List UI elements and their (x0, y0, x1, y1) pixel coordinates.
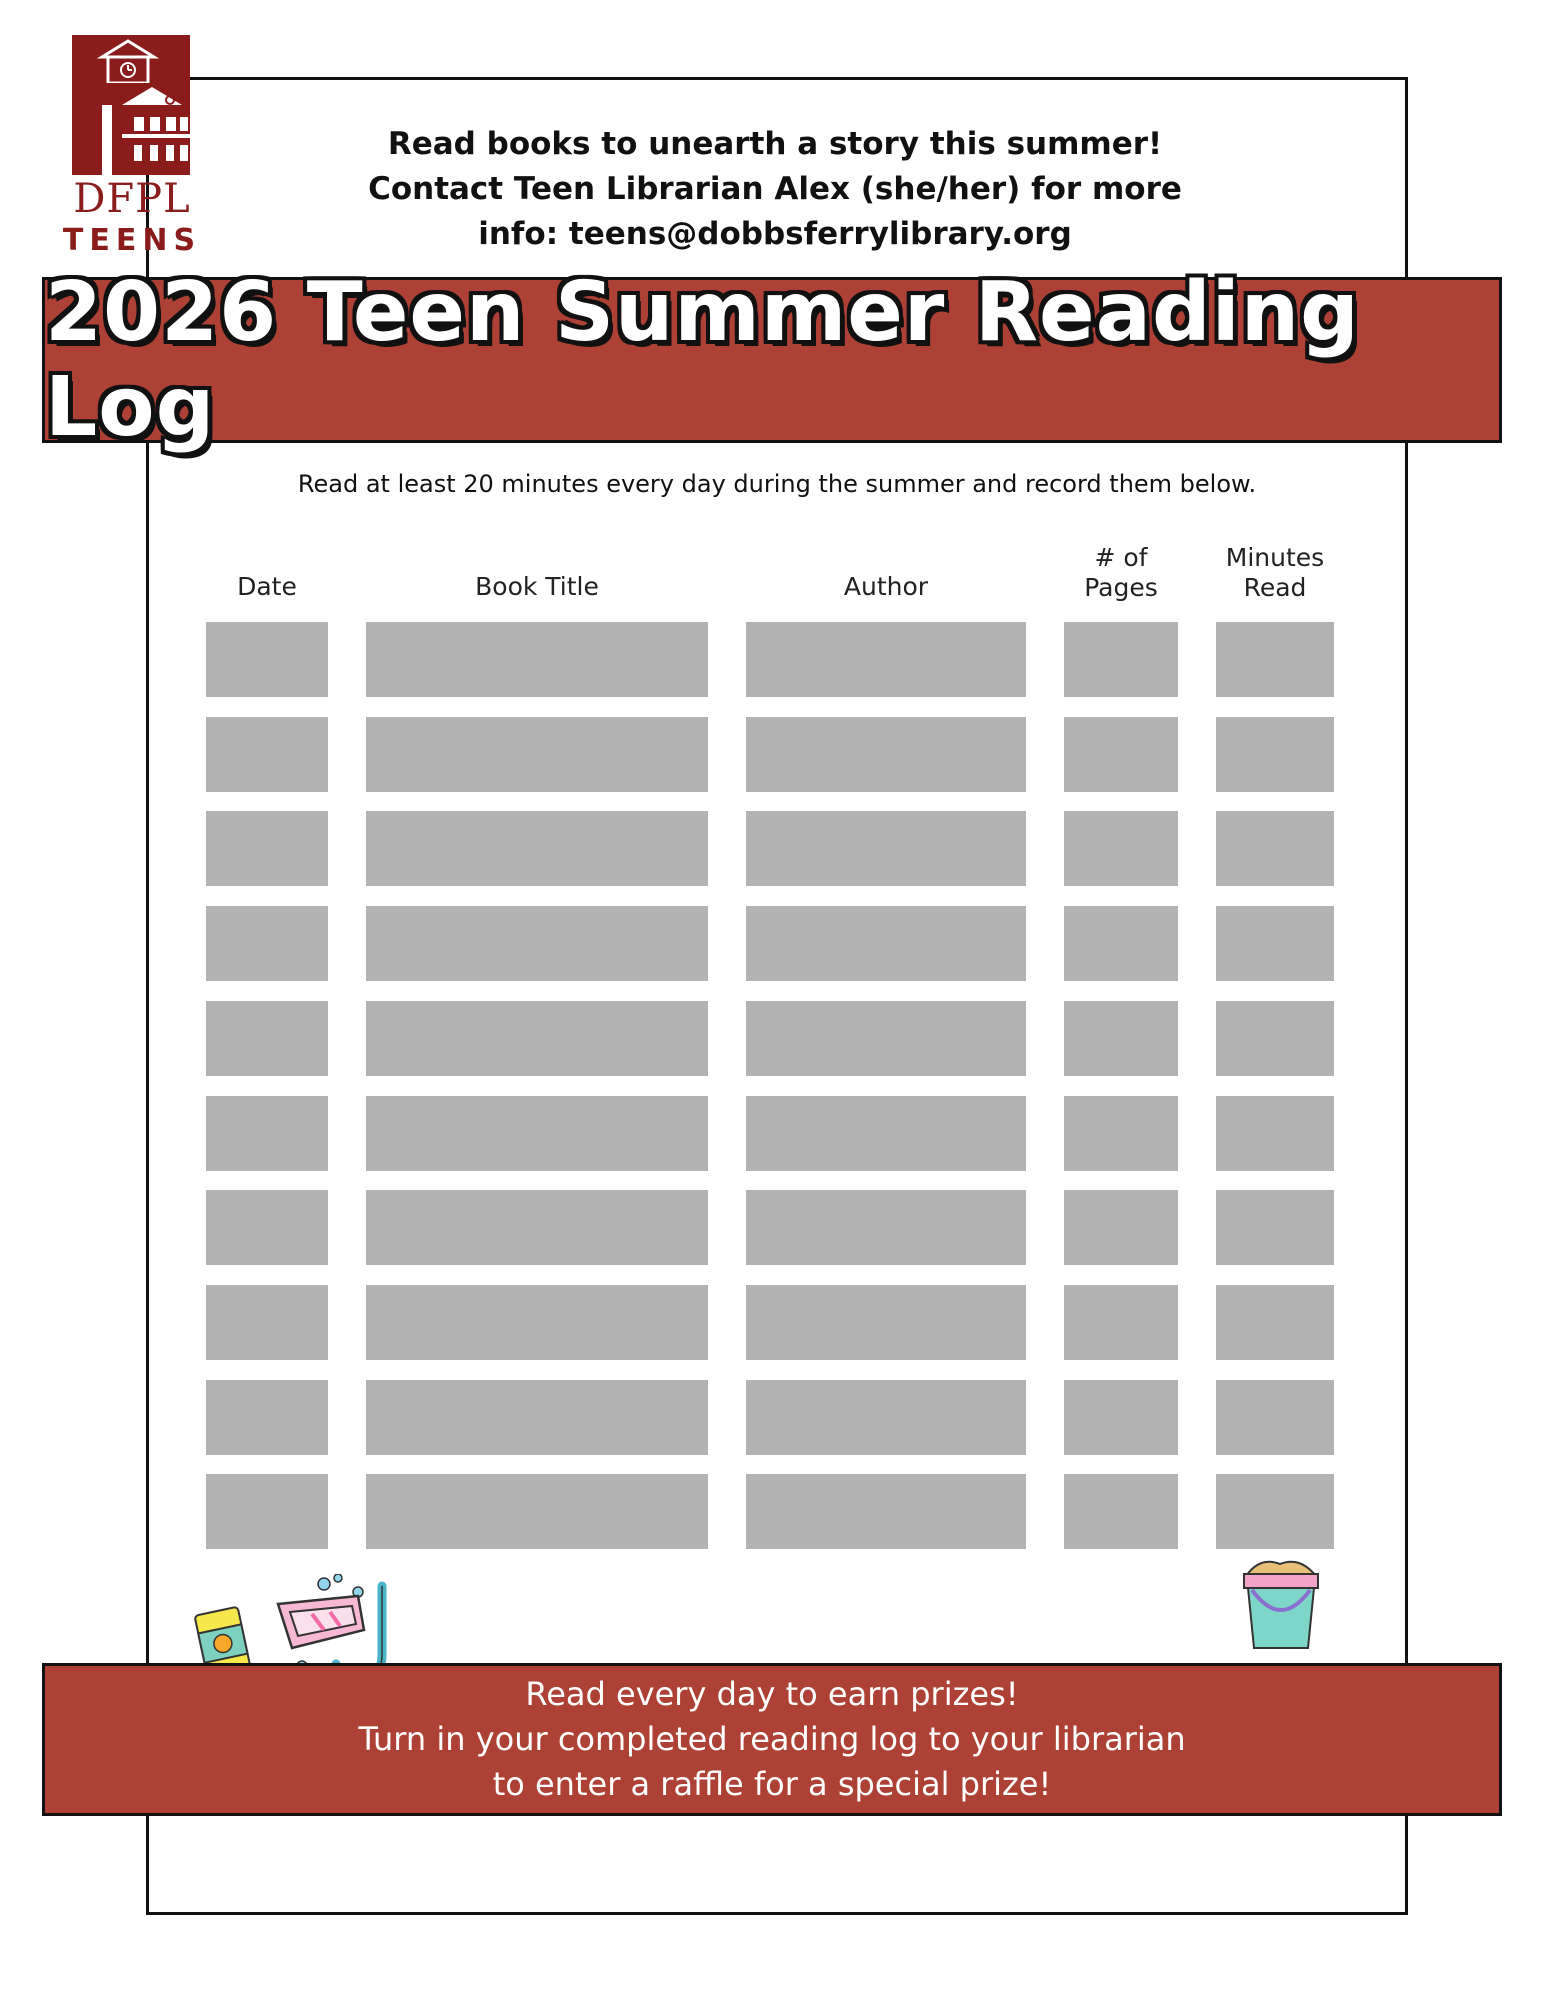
sand-bucket-icon (1240, 1556, 1322, 1656)
date-cell[interactable] (206, 1096, 328, 1171)
footer-banner (42, 1663, 1502, 1816)
book-title-cell[interactable] (366, 811, 708, 886)
logo-dfpl-text: DFPL (73, 176, 191, 222)
book-title-cell[interactable] (366, 906, 708, 981)
intro-line-1: Read books to unearth a story this summer! (387, 126, 1163, 162)
date-cell[interactable] (206, 1190, 328, 1265)
minutes-read-cell[interactable] (1216, 1190, 1334, 1265)
pages-cell[interactable] (1064, 906, 1178, 981)
dfpl-teens-logo (62, 35, 202, 265)
date-cell[interactable] (206, 1001, 328, 1076)
date-cell[interactable] (206, 1474, 328, 1549)
author-cell[interactable] (746, 622, 1026, 697)
column-header-book-title (366, 572, 708, 602)
date-cell[interactable] (206, 811, 328, 886)
column-header-line: Book Title (475, 572, 599, 601)
footer-line-2: Turn in your completed reading log to your librarian (358, 1720, 1186, 1758)
author-cell[interactable] (746, 717, 1026, 792)
column-header-line: Pages (1084, 573, 1158, 602)
author-cell[interactable] (746, 1285, 1026, 1360)
book-title-cell[interactable] (366, 1096, 708, 1171)
title-banner (42, 265, 1502, 455)
logo-teens-text: TEENS (62, 223, 202, 258)
author-cell[interactable] (746, 906, 1026, 981)
intro-line-3: info: teens@dobbsferrylibrary.org (478, 216, 1072, 252)
date-cell[interactable] (206, 1380, 328, 1455)
pages-cell[interactable] (1064, 1096, 1178, 1171)
book-title-cell[interactable] (366, 1190, 708, 1265)
column-header-line: Author (843, 572, 929, 601)
pages-cell[interactable] (1064, 1285, 1178, 1360)
author-cell[interactable] (746, 1474, 1026, 1549)
column-header-author (746, 572, 1026, 602)
minutes-read-cell[interactable] (1216, 1001, 1334, 1076)
date-cell[interactable] (206, 906, 328, 981)
column-header-line: Minutes (1225, 543, 1325, 572)
author-cell[interactable] (746, 1190, 1026, 1265)
minutes-read-cell[interactable] (1216, 1096, 1334, 1171)
pages-cell[interactable] (1064, 1474, 1178, 1549)
author-cell[interactable] (746, 1380, 1026, 1455)
minutes-read-cell[interactable] (1216, 717, 1334, 792)
book-title-cell[interactable] (366, 717, 708, 792)
column-header-pages (1064, 543, 1178, 603)
date-cell[interactable] (206, 1285, 328, 1360)
book-title-cell[interactable] (366, 1285, 708, 1360)
minutes-read-cell[interactable] (1216, 906, 1334, 981)
column-header-date (206, 572, 328, 602)
column-header-minutes-read (1216, 543, 1334, 603)
pages-cell[interactable] (1064, 1190, 1178, 1265)
book-title-cell[interactable] (366, 1380, 708, 1455)
book-title-cell[interactable] (366, 1474, 708, 1549)
pages-cell[interactable] (1064, 622, 1178, 697)
pages-cell[interactable] (1064, 811, 1178, 886)
intro-line-2: Contact Teen Librarian Alex (she/her) for more (368, 171, 1182, 207)
book-title-cell[interactable] (366, 1001, 708, 1076)
minutes-read-cell[interactable] (1216, 811, 1334, 886)
date-cell[interactable] (206, 717, 328, 792)
date-cell[interactable] (206, 622, 328, 697)
author-cell[interactable] (746, 811, 1026, 886)
column-header-line: # of (1094, 543, 1148, 572)
minutes-read-cell[interactable] (1216, 1474, 1334, 1549)
pages-cell[interactable] (1064, 717, 1178, 792)
minutes-read-cell[interactable] (1216, 1380, 1334, 1455)
column-header-line: Date (237, 572, 297, 601)
minutes-read-cell[interactable] (1216, 1285, 1334, 1360)
minutes-read-cell[interactable] (1216, 622, 1334, 697)
pages-cell[interactable] (1064, 1001, 1178, 1076)
footer-line-3: to enter a raffle for a special prize! (492, 1765, 1052, 1803)
column-header-line: Read (1243, 573, 1307, 602)
author-cell[interactable] (746, 1096, 1026, 1171)
author-cell[interactable] (746, 1001, 1026, 1076)
book-title-cell[interactable] (366, 622, 708, 697)
pages-cell[interactable] (1064, 1380, 1178, 1455)
intro-text (260, 122, 1290, 257)
footer-line-1: Read every day to earn prizes! (525, 1675, 1019, 1713)
library-building-icon (72, 35, 190, 175)
instruction-text: Read at least 20 minutes every day during the summer and record them below. (297, 470, 1257, 498)
page-title: 2026 Teen Summer Reading Log (45, 265, 1360, 455)
